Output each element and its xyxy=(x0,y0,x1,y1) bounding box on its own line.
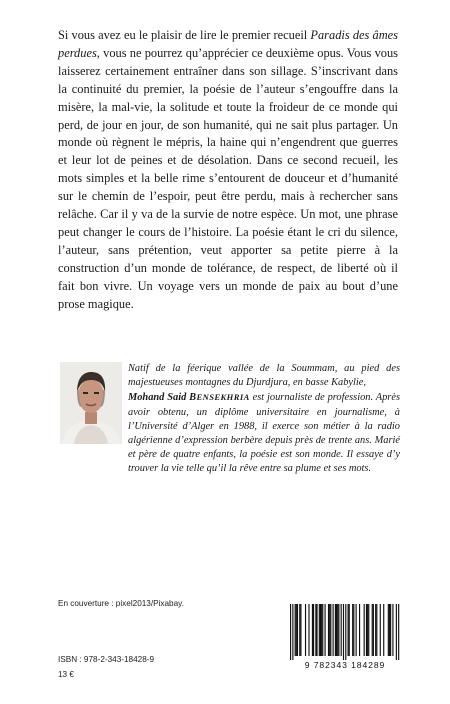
author-bio xyxy=(128,362,400,477)
barcode-bar xyxy=(335,604,336,656)
barcode-bar xyxy=(392,604,393,656)
barcode-bar xyxy=(376,604,377,656)
barcode-bar xyxy=(352,604,353,656)
barcode-bar xyxy=(296,604,297,656)
barcode-bar xyxy=(341,604,342,656)
barcode-bar xyxy=(292,604,293,660)
barcode-bar xyxy=(367,604,368,656)
barcode-bar xyxy=(300,604,301,656)
barcode-bar xyxy=(343,604,344,660)
barcode-bar xyxy=(373,604,374,656)
barcode-bar xyxy=(329,604,330,656)
barcode-bar xyxy=(297,604,298,656)
author-portrait-icon xyxy=(60,362,122,444)
barcode-bar xyxy=(295,604,296,656)
barcode-bar xyxy=(322,604,323,656)
author-last-name-initial: B xyxy=(189,392,197,404)
barcode-bar xyxy=(330,604,331,656)
blurb-intro: Si vous avez eu le plaisir de lire le premier recueil xyxy=(58,28,311,42)
blurb-body: , vous ne pourrez qu’apprécier ce deuxième opus. Vous vous laisserez certainement entraîner dans son sillage. S’inscrivant dans la continuité du premier, la poésie de l’auteur s’engouffre dans la misère, la mal-vie, la solitude et toute la froideur de ce monde qui perd, de jour en jour, de son humanité, qui ne sait plus partager. Un monde où règnent le mépris, la haine qui n’engendrent que guerres et leur lot de peines et de désolation. Dans ce second recueil, les mots simples et la belle rime s’entourent de douceur et d’humanité sur le chemin de l’espoir, peut être perdu, mais à rechercher sans relâche. Car il y va de la survie de notre espèce. Un mot, une phrase peut changer le cours de l’histoire. La poésie étant le cri du silence, l’auteur, sans prétention, veut apporter sa petite pierre à la construction d’un monde de tolérance, de respect, de liberté où il fait bon vivre. Un voyage vers un monde de paix au bout d’une prose magique. xyxy=(58,45,398,311)
isbn: ISBN : 978-2-343-18428-9 xyxy=(58,655,155,664)
barcode-bar xyxy=(305,604,306,656)
barcode-bar xyxy=(321,604,322,656)
barcode-bar xyxy=(337,604,338,656)
barcode-bar xyxy=(290,604,291,660)
barcode-bar xyxy=(319,604,320,656)
barcode-bar xyxy=(389,604,390,656)
barcode-bar xyxy=(333,604,334,656)
barcode-bar xyxy=(308,604,309,656)
barcode-bar xyxy=(316,604,317,656)
barcode-bar xyxy=(380,604,381,656)
barcode-bar xyxy=(328,604,329,656)
back-cover-blurb xyxy=(58,27,398,314)
barcode-bar xyxy=(312,604,313,656)
barcode-bar xyxy=(313,604,314,656)
barcode-bar xyxy=(372,604,373,656)
barcode-bar xyxy=(396,604,397,660)
barcode-bar xyxy=(390,604,391,656)
price: 13 € xyxy=(58,670,74,679)
bio-intro: Natif de la féerique vallée de la Soummam, au pied des majestueuses montagnes du Djurdjura, en basse Kabylie, xyxy=(128,363,400,389)
barcode-bar xyxy=(315,604,316,656)
barcode-bar xyxy=(366,604,367,656)
barcode-bar xyxy=(398,604,399,660)
author-last-name-rest: ENSEKHRIA xyxy=(196,392,250,403)
barcode-bar xyxy=(359,604,360,656)
barcode-bar xyxy=(383,604,384,656)
first-collection-title: Paradis des âmes perdues xyxy=(58,28,399,60)
barcode-bar xyxy=(375,604,376,656)
barcode-bar xyxy=(353,604,354,656)
author-last-name xyxy=(189,392,250,402)
author-first-name: Mohand Said xyxy=(128,392,190,404)
barcode-bar xyxy=(336,604,337,656)
barcode-bar xyxy=(349,604,350,656)
barcode-bar xyxy=(348,604,349,656)
barcode-bar xyxy=(338,604,339,656)
barcode-bar xyxy=(299,604,300,656)
cover-credit: En couverture : pixel2013/Pixabay. xyxy=(58,599,184,608)
barcode-bar xyxy=(368,604,369,656)
barcode-bar xyxy=(388,604,389,656)
barcode-digits: 9 782343 184289 xyxy=(304,660,386,670)
barcode-bar xyxy=(325,604,326,656)
barcode-bar xyxy=(356,604,357,656)
barcode-bar xyxy=(345,604,346,660)
author-photo xyxy=(60,362,122,444)
barcode-bar xyxy=(364,604,365,656)
author-name xyxy=(128,392,250,403)
bio-body: est journaliste de profession. Après avoir obtenu, un diplôme universitaire en journalisme, à l’Université d’Alger en 1988, il exerce son métier à la radio algérienne d’expression berbère depuis près de trente ans. Marié et père de quatre enfants, la poésie est son monde. Il essaye d’y trouver la vie telle qu’il la rêve entre sa plume et ses mots. xyxy=(128,392,400,475)
ean13-barcode-icon xyxy=(284,604,404,660)
barcode-bar xyxy=(320,604,321,656)
